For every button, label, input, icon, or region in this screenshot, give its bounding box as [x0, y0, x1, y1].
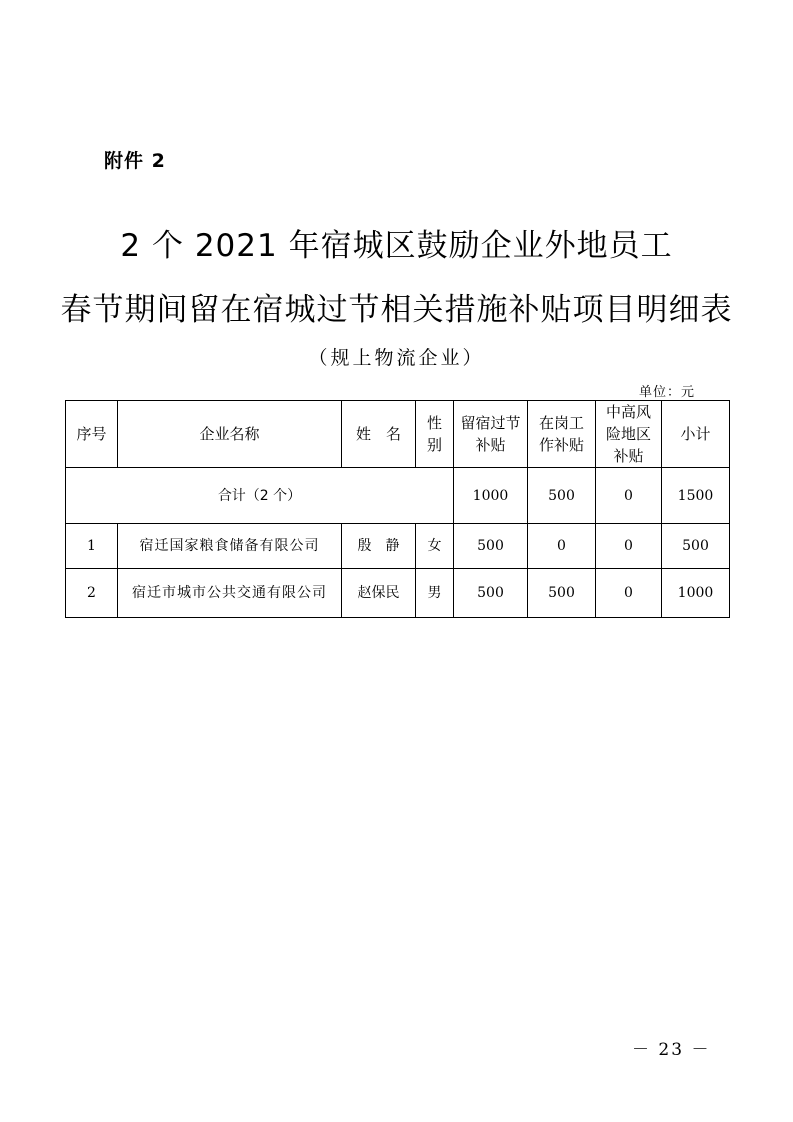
- header-company: 企业名称: [118, 401, 342, 468]
- header-risk-subsidy: 中高风险地区补贴: [596, 401, 662, 468]
- document-title-line-2: 春节期间留在宿城过节相关措施补贴项目明细表: [60, 292, 733, 328]
- table-row: [66, 524, 730, 569]
- unit-label: 单位：元: [638, 385, 695, 400]
- row-stay-subsidy: 500: [454, 569, 528, 618]
- document-title-line-1: 2 个 2021 年宿城区鼓励企业外地员工: [120, 228, 673, 264]
- page-number: － 23 －: [632, 1040, 711, 1060]
- total-subtotal: 1500: [662, 468, 730, 524]
- row-name: 赵保民: [342, 569, 416, 618]
- table-total-row: [66, 468, 730, 524]
- document-subtitle: （规上物流企业）: [308, 347, 485, 369]
- total-label: 合计（2 个）: [66, 468, 454, 524]
- total-risk-subsidy: 0: [596, 468, 662, 524]
- row-name: 殷 静: [342, 524, 416, 569]
- row-gender: 男: [416, 569, 454, 618]
- header-gender: 性别: [416, 401, 454, 468]
- row-risk-subsidy: 0: [596, 569, 662, 618]
- header-subtotal: 小计: [662, 401, 730, 468]
- header-name: 姓 名: [342, 401, 416, 468]
- row-work-subsidy: 500: [528, 569, 596, 618]
- row-gender: 女: [416, 524, 454, 569]
- attachment-label: 附件 2: [104, 150, 166, 172]
- total-stay-subsidy: 1000: [454, 468, 528, 524]
- row-stay-subsidy: 500: [454, 524, 528, 569]
- table-header-row: [66, 401, 730, 468]
- row-subtotal: 500: [662, 524, 730, 569]
- row-company: 宿迁市城市公共交通有限公司: [118, 569, 342, 618]
- row-work-subsidy: 0: [528, 524, 596, 569]
- row-risk-subsidy: 0: [596, 524, 662, 569]
- row-subtotal: 1000: [662, 569, 730, 618]
- header-index: 序号: [66, 401, 118, 468]
- subsidy-detail-table: [65, 400, 730, 618]
- table-row: [66, 569, 730, 618]
- total-work-subsidy: 500: [528, 468, 596, 524]
- header-work-subsidy: 在岗工作补贴: [528, 401, 596, 468]
- row-index: 2: [66, 569, 118, 618]
- row-index: 1: [66, 524, 118, 569]
- row-company: 宿迁国家粮食储备有限公司: [118, 524, 342, 569]
- header-stay-subsidy: 留宿过节补贴: [454, 401, 528, 468]
